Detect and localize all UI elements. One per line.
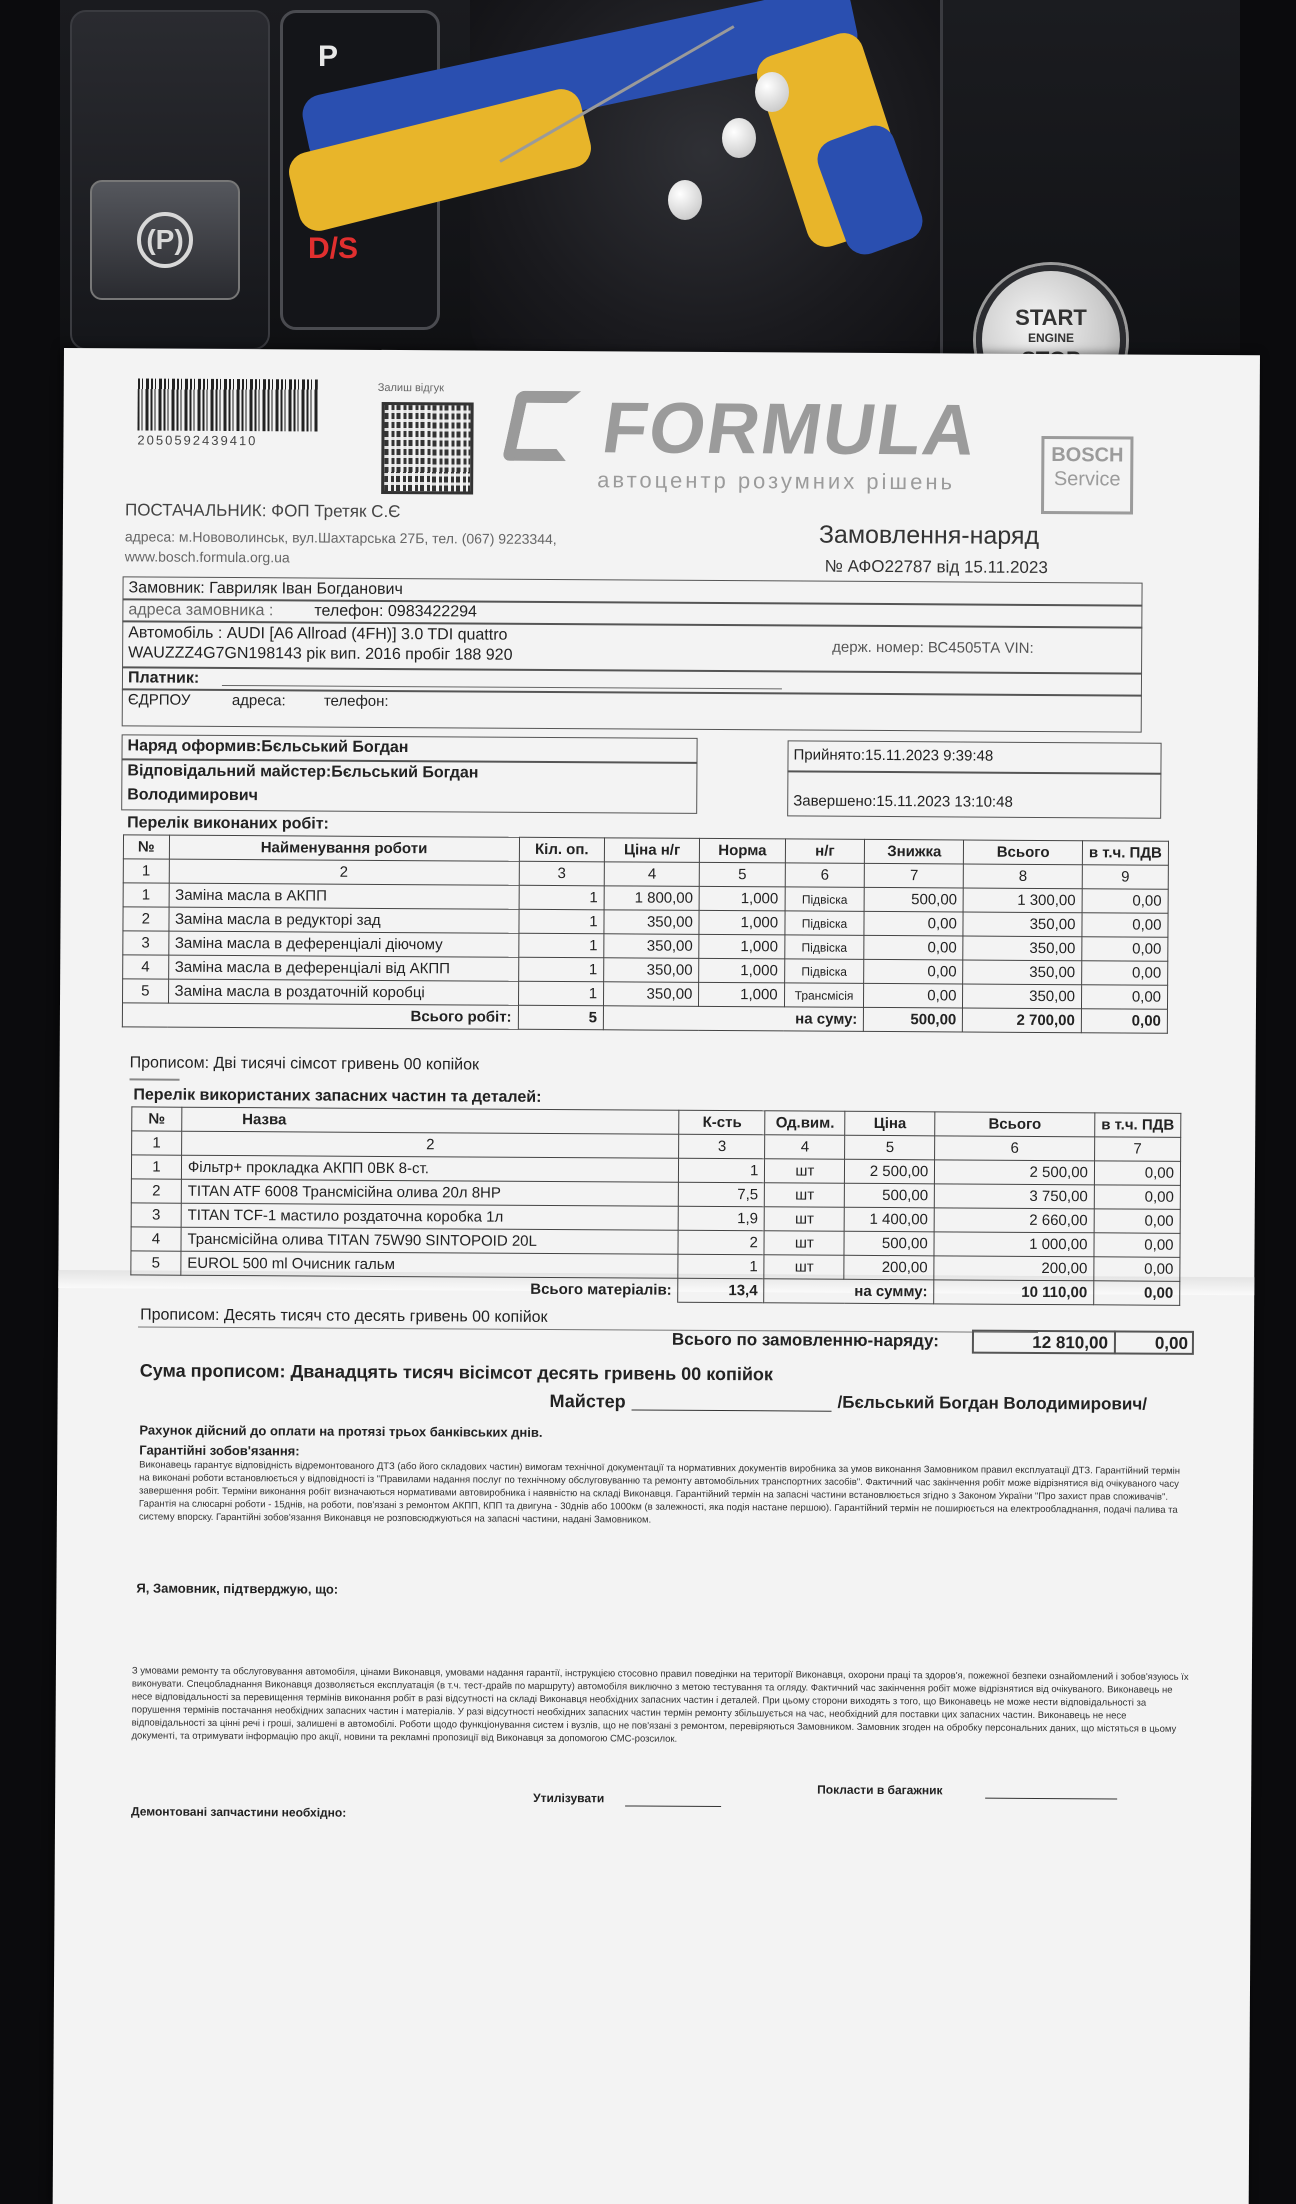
- parts-cell: 2: [678, 1230, 764, 1255]
- formula-logo: FORMULA: [597, 388, 984, 471]
- parts-cell: 3: [131, 1203, 181, 1227]
- col-number: 7: [865, 863, 964, 888]
- works-cell: Заміна масла в деференціалі від АКПП: [168, 955, 518, 981]
- parts-total-row: [131, 1275, 1180, 1305]
- works-col-name: Найменування роботи: [169, 835, 519, 861]
- works-cell: 350,00: [963, 936, 1082, 961]
- works-cell: 1,000: [699, 982, 784, 1007]
- works-cell: 3: [123, 931, 169, 955]
- works-cell: 0,00: [1082, 937, 1168, 962]
- works-cell: 1,000: [699, 958, 784, 983]
- parts-cell: 0,00: [1094, 1161, 1180, 1186]
- formula-logo-icon: [502, 391, 581, 461]
- works-cell: 1,000: [699, 910, 784, 935]
- works-total-discount: 500,00: [864, 1007, 963, 1032]
- col-number: 3: [519, 861, 605, 886]
- utilize-label: Утилізувати: [533, 1790, 605, 1806]
- parts-total-vat: 0,00: [1094, 1281, 1180, 1306]
- works-col-norm: Норма: [700, 838, 785, 863]
- payer-address-label: адреса:: [231, 692, 286, 710]
- hairline: [130, 1078, 180, 1080]
- works-cell: Підвіска: [785, 911, 865, 935]
- vehicle-model: Автомобіль : AUDI [A6 Allroad (4FH)] 3.0 TDI quattro: [128, 624, 508, 644]
- works-table: [122, 834, 1169, 1033]
- works-cell: 350,00: [963, 912, 1082, 937]
- col-number: 8: [964, 864, 1083, 889]
- parts-cell: 500,00: [845, 1183, 935, 1208]
- gear-p-label: P: [318, 40, 339, 73]
- col-number: 2: [169, 859, 519, 885]
- parking-brake-icon: (P): [137, 212, 193, 268]
- work-order-document: [53, 348, 1260, 2204]
- parts-cell: 4: [131, 1227, 181, 1251]
- parts-cell: 1: [678, 1254, 764, 1279]
- works-col-vat: в т.ч. ПДВ: [1082, 841, 1168, 866]
- col-number: 9: [1082, 865, 1168, 890]
- parts-cell: 1: [131, 1155, 181, 1179]
- works-cell: 0,00: [864, 935, 963, 960]
- order-issued-by: Наряд оформив:Бєльський Богдан: [127, 737, 409, 757]
- parts-col-no: №: [132, 1107, 182, 1131]
- works-cell: 1 300,00: [963, 888, 1082, 913]
- divider: [1114, 1330, 1116, 1354]
- parts-cell: шт: [765, 1183, 845, 1207]
- parts-cell: 1: [679, 1158, 765, 1183]
- start-label: START: [1015, 305, 1087, 330]
- customer-address-label: адреса замовника :: [128, 601, 274, 620]
- parts-col-unit: Од.вим.: [765, 1111, 845, 1135]
- doc-number: № АФО22787 від 15.11.2023: [824, 556, 1048, 578]
- trunk-label: Покласти в багажник: [817, 1782, 943, 1798]
- works-cell: 4: [123, 955, 169, 979]
- parts-cell: шт: [764, 1255, 844, 1279]
- supplier: ПОСТАЧАЛЬНИК: ФОП Третяк С.Є: [124, 500, 401, 522]
- sum-in-words: Сума прописом: Дванадцять тисяч вісімсот десять гривень 00 копійок: [139, 1360, 774, 1385]
- order-total-vat: 0,00: [1154, 1333, 1188, 1353]
- qr-caption: Залиш відгук: [377, 381, 445, 395]
- col-number: 6: [785, 863, 865, 887]
- works-cell: 2: [123, 907, 169, 931]
- works-cell: 500,00: [864, 887, 963, 912]
- works-cell: 0,00: [1082, 913, 1168, 938]
- parts-table: [130, 1106, 1181, 1305]
- parts-cell: TITAN TCF-1 мастило роздаточна коробка 1л: [181, 1203, 679, 1230]
- edrpou-label: ЄДРПОУ: [127, 691, 191, 709]
- works-cell: 350,00: [963, 960, 1082, 985]
- parts-cell: 0,00: [1094, 1257, 1180, 1282]
- works-cell: Заміна масла в деференціалі діючому: [168, 931, 518, 957]
- works-title: Перелік виконаних робіт:: [127, 814, 329, 833]
- parts-cell: 2: [131, 1179, 181, 1203]
- parts-cell: 0,00: [1094, 1185, 1180, 1210]
- parts-cell: 0,00: [1094, 1233, 1180, 1258]
- order-total-label: Всього по замовленню-наряду:: [671, 1329, 940, 1351]
- parts-col-price: Ціна: [845, 1111, 935, 1136]
- parts-cell: EUROL 500 ml Очисник гальм: [181, 1251, 679, 1278]
- parts-cell: 2 500,00: [935, 1160, 1095, 1185]
- works-cell: 350,00: [604, 982, 699, 1007]
- works-cell: 1: [518, 933, 604, 958]
- master-label: Майстер: [549, 1390, 626, 1412]
- parts-total-label: Всього матеріалів:: [131, 1275, 679, 1302]
- warranty-text: Виконавець гарантує відповідність відремонтованого ДТЗ (або його складових частин) вимогам технічної документації та нормативних документів виробника за умов виконання Замовником правил експлуатації ДТЗ. Гарантійний термін на виконані роботи встановлюється у відповідності із "Правилами надання послуг по технічному обслуговуванню та ремонту автомобільних транспортних засобів". Фактичний час закінчення робіт може відрізнятися від очікуваного часу завершення робіт. Терміни виконання робіт визначаються нормативами автовиробника і наявністю на складі Виконавця. Гарантійний термін на запасні частини встановлюється згідно з Законом України "Про захист прав споживачів". Гарантія на слюсарні роботи - 15днів, на роботи, пов'язані з ремонтом АКПП, КПП та двигуна - 30днів або 1000км (в залежності, яка подія настане першою). Гарантійний термін не поширюється на електрообладнання, подачі палива та систему впорску. Гарантійні зобов'язання Виконавця не розповсюджуються на запасні частини, надані Замовником.: [138, 1459, 1181, 1526]
- customer-name: Замовник: Гавриляк Іван Богданович: [128, 579, 403, 599]
- bosch-service-badge: [1041, 436, 1133, 515]
- works-cell: 1: [518, 957, 604, 982]
- works-cell: Заміна масла в АКПП: [169, 883, 519, 909]
- col-number: 5: [700, 862, 785, 887]
- vehicle-vin-year-mileage: WAUZZZ4G7GN198143 рік вип. 2016 пробіг 188 920: [128, 644, 513, 664]
- parts-cell: 7,5: [679, 1182, 765, 1207]
- barcode-number: 2050592439410: [137, 432, 258, 449]
- col-number: 4: [604, 862, 699, 887]
- parts-in-words: Прописом: Десять тисяч сто десять гривень 00 копійок: [140, 1306, 548, 1326]
- accepted-date: Прийнято:15.11.2023 9:39:48: [793, 746, 994, 765]
- engine-label: ENGINE: [1027, 331, 1074, 345]
- col-number: 2: [181, 1131, 679, 1158]
- qr-code: [381, 402, 474, 495]
- works-total-sum: 2 700,00: [963, 1008, 1082, 1033]
- parts-col-vat: в т.ч. ПДВ: [1095, 1113, 1181, 1138]
- parts-col-name: Назва: [182, 1107, 680, 1134]
- works-total-count: 5: [518, 1005, 604, 1030]
- bosch-label: BOSCH: [1051, 444, 1124, 467]
- parts-cell: Фільтр+ прокладка АКПП 0ВК 8-ст.: [181, 1155, 679, 1182]
- parts-cell: 1 400,00: [844, 1207, 934, 1232]
- works-cell: 1: [123, 883, 169, 907]
- parts-cell: 500,00: [844, 1231, 934, 1256]
- dismounted-label: Демонтовані запчастини необхідно:: [131, 1804, 347, 1820]
- bosch-service-label: Service: [1053, 468, 1121, 491]
- parts-cell: Трансмісійна олива TITAN 75W90 SINTOPOID 20L: [181, 1227, 679, 1254]
- rosary-bead: [668, 180, 702, 220]
- parts-cell: шт: [765, 1159, 845, 1183]
- works-cell: Трансмісія: [784, 983, 864, 1007]
- parts-cell: 2 660,00: [934, 1208, 1094, 1233]
- parts-col-qty: К-сть: [679, 1110, 765, 1135]
- completed-date: Завершено:15.11.2023 13:10:48: [793, 792, 1013, 811]
- supplier-website: www.bosch.formula.org.ua: [124, 548, 290, 566]
- parts-total-qty: 13,4: [678, 1278, 764, 1303]
- col-number: 1: [132, 1131, 182, 1155]
- parking-brake-button: [90, 180, 240, 300]
- works-cell: 1: [519, 885, 605, 910]
- payer-label: Платник:: [127, 669, 200, 687]
- order-total: 12 810,00: [1032, 1332, 1109, 1353]
- parts-sum-label: на сумму:: [764, 1279, 934, 1304]
- confirm-text: З умовами ремонту та обслуговування автомобіля, цінами Виконавця, умовами надання гарантії, інструкцією стосовно правил поведінки на території Виконавця, охорони праці та здоров'я, пожежної безпеки ознайомлений і зобов'язуюсь їх виконувати. Спецобладнання Виконавця дозволяється експлуатація (в т.ч. тест-драйв по маршруту) автомобіля виключно з метою тестування та огляду. Фактичний час закінчення робіт може відрізнятися від очікуваного. Виконавець не несе відповідальності за перевищення термінів виконання робіт в разі відсутності на складі Виконавця необхідних запасних частин і деталей. При цьому сторони виходять з того, що Виконавець не може нести відповідальності за порушення термінів постачання необхідних запасних частин і матеріалів. У разі відсутності необхідних запасних частин термін ремонту збільшується на час, необхідний для поставки цих запасних частин. Виконавець не несе відповідальності за цінні речі і гроші, залишені в автомобілі. Роботи щодо функціонування систем і вузлів, що не пов'язані з ремонтом, перевіряються Замовником. Замовник згоден на обробку персональних даних, що містяться в цьому документі, та отримувати інформацію про акції, новини та рекламні пропозиції від Виконавця за допомогою СМС-розсилок.: [131, 1665, 1189, 1745]
- col-number: 7: [1095, 1137, 1181, 1162]
- col-number: 4: [765, 1135, 845, 1159]
- parts-total-sum: 10 110,00: [934, 1280, 1094, 1305]
- works-total-vat: 0,00: [1081, 1009, 1167, 1034]
- works-col-discount: Знижка: [865, 839, 964, 864]
- works-cell: 1,000: [699, 934, 784, 959]
- works-cell: 0,00: [1082, 961, 1168, 986]
- parts-cell: шт: [764, 1231, 844, 1255]
- vehicle-plate: держ. номер: ВС4505ТА VIN:: [832, 638, 1034, 657]
- works-cell: 1,000: [699, 886, 784, 911]
- works-cell: 1 800,00: [604, 886, 699, 911]
- parts-cell: 2 500,00: [845, 1159, 935, 1184]
- works-cell: 350,00: [963, 984, 1082, 1009]
- parts-cell: 0,00: [1094, 1209, 1180, 1234]
- works-in-words: Прописом: Дві тисячі сімсот гривень 00 копійок: [129, 1054, 480, 1074]
- works-col-nh: н/г: [785, 839, 865, 863]
- works-cell: 350,00: [604, 958, 699, 983]
- payer-phone-label: телефон:: [323, 692, 389, 710]
- parts-cell: TITAN ATF 6008 Трансмісійна олива 20л 8HP: [181, 1179, 679, 1206]
- works-cell: 0,00: [864, 959, 963, 984]
- confirm-title: Я, Замовник, підтверджую, що:: [136, 1580, 339, 1597]
- works-sum-label: на суму:: [603, 1006, 863, 1032]
- col-number: 3: [679, 1134, 765, 1159]
- col-number: 1: [123, 859, 169, 883]
- works-col-no: №: [123, 835, 169, 859]
- invoice-note: Рахунок дійсний до оплати на протязі трьох банківських днів.: [139, 1422, 543, 1440]
- supplier-address: адреса: м.Нововолинськ, вул.Шахтарська 27Б, тел. (067) 9223344,: [124, 528, 557, 548]
- parts-cell: 3 750,00: [934, 1184, 1094, 1209]
- works-cell: Підвіска: [784, 959, 864, 983]
- gear-ds-label: D/S: [308, 232, 359, 265]
- works-cell: Підвіска: [785, 887, 865, 911]
- works-cell: 1: [519, 909, 605, 934]
- parts-cell: 1,9: [679, 1206, 765, 1231]
- formula-tagline: автоцентр розумних рішень: [597, 467, 956, 495]
- utilize-line: [625, 1805, 721, 1807]
- customer-phone: телефон: 0983422294: [314, 602, 477, 621]
- works-cell: 350,00: [604, 910, 699, 935]
- master-name: /Бєльський Богдан Володимирович/: [837, 1392, 1148, 1414]
- col-number: 5: [845, 1135, 935, 1160]
- barcode: [137, 378, 317, 431]
- works-col-price: Ціна н/г: [604, 838, 699, 863]
- works-cell: Заміна масла в редукторі зад: [168, 907, 518, 933]
- parts-cell: 200,00: [844, 1255, 934, 1280]
- parts-cell: 5: [131, 1251, 181, 1275]
- parts-cell: шт: [764, 1207, 844, 1231]
- works-cell: Заміна масла в роздаточній коробці: [168, 979, 518, 1005]
- parts-col-total: Всього: [935, 1112, 1095, 1137]
- rosary-bead: [755, 72, 789, 112]
- responsible-master: Відповідальний майстер:Бєльський Богдан: [127, 762, 479, 782]
- signature-line: [632, 1409, 832, 1411]
- works-cell: Підвіска: [784, 935, 864, 959]
- works-cell: 0,00: [1081, 985, 1167, 1010]
- works-cell: 0,00: [864, 911, 963, 936]
- works-col-total: Всього: [964, 840, 1083, 865]
- works-total-row: [122, 1003, 1167, 1033]
- works-total-label: Всього робіт:: [122, 1003, 518, 1029]
- warranty-title: Гарантійні зобов'язання:: [139, 1442, 300, 1459]
- works-cell: 5: [123, 979, 169, 1003]
- responsible-master-patronymic: Володимирович: [127, 786, 258, 805]
- works-cell: 350,00: [604, 934, 699, 959]
- parts-cell: 1 000,00: [934, 1232, 1094, 1257]
- works-cell: 0,00: [864, 983, 963, 1008]
- rosary-bead: [722, 118, 756, 158]
- col-number: 6: [935, 1136, 1095, 1161]
- parts-cell: 200,00: [934, 1256, 1094, 1281]
- works-cell: 1: [518, 981, 604, 1006]
- works-cell: 0,00: [1082, 889, 1168, 914]
- doc-title: Замовлення-наряд: [818, 520, 1040, 550]
- trunk-line: [985, 1798, 1117, 1800]
- works-col-qty: Кіл. оп.: [519, 837, 605, 862]
- parts-title: Перелік використаних запасних частин та деталей:: [133, 1086, 542, 1106]
